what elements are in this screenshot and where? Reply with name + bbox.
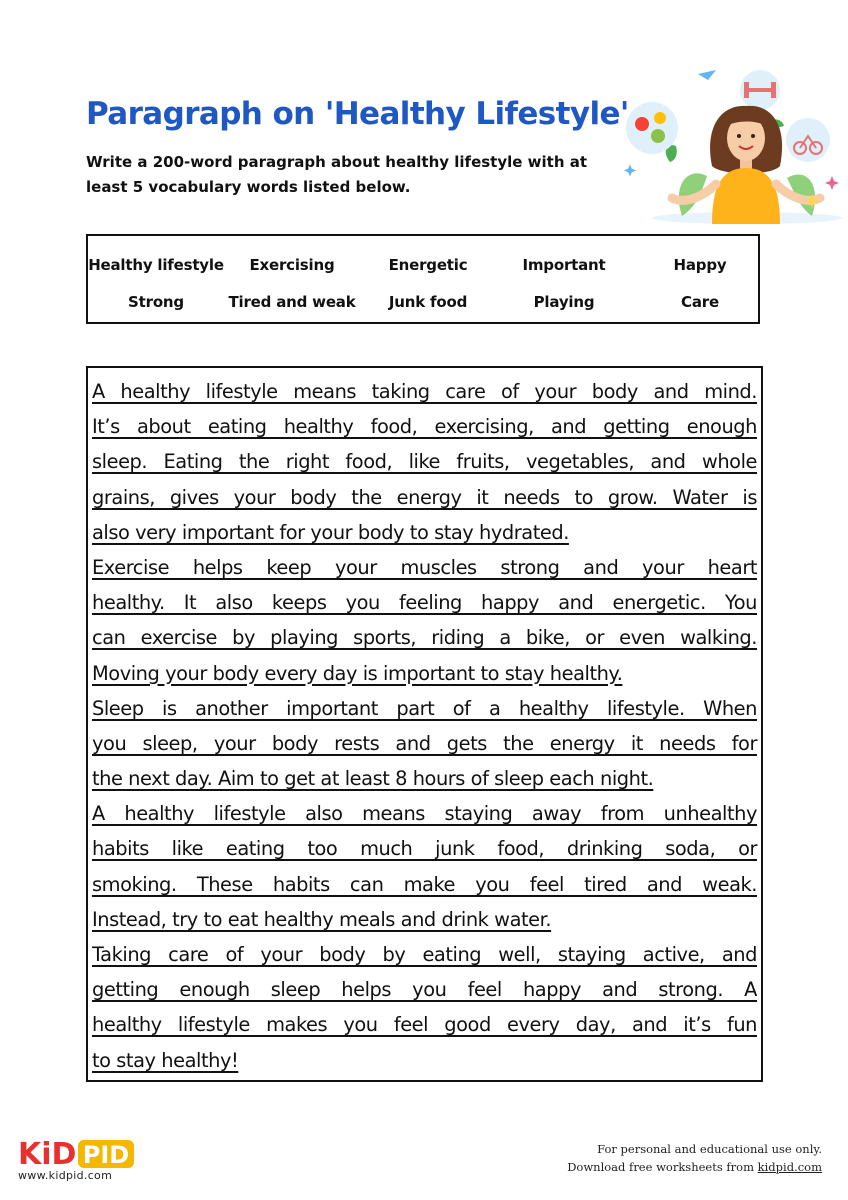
logo-pid-text: PID [82, 1141, 130, 1169]
vocab-word: Happy [673, 255, 727, 274]
sparkle-icon [624, 164, 636, 176]
paragraph-line: also very important for your body to stay hydrated. [92, 520, 569, 544]
paragraph-text [92, 374, 757, 1078]
footer-note [567, 1140, 822, 1176]
footer-line-1: For personal and educational use only. [597, 1142, 822, 1156]
vocab-word: Strong [128, 292, 184, 311]
paragraph-line: A healthy lifestyle means taking care of your body and mind. [92, 380, 757, 403]
shirt-icon [712, 168, 780, 224]
paragraph-line: It’s about eating healthy food, exercising, and getting enough [92, 415, 757, 439]
paragraph-line: you sleep, your body rests and gets the energy it needs for [92, 731, 757, 755]
healthy-lifestyle-illustration [612, 66, 844, 226]
paragraph-line: Instead, try to eat healthy meals and drink water. [92, 907, 552, 931]
paragraph-line: grains, gives your body the energy it needs to grow. Water is [92, 485, 757, 509]
vocab-word: Tired and weak [228, 292, 356, 311]
paragraph-line: the next day. Aim to get at least 8 hours of sleep each night. [92, 767, 654, 791]
footer-line-2 [567, 1158, 822, 1176]
paragraph-line: getting enough sleep helps you feel happy and strong. A [92, 978, 757, 1002]
paragraph-line: Moving your body every day is important to stay healthy. [92, 661, 623, 685]
vocab-word: Energetic [388, 255, 468, 274]
paper-plane-icon [698, 70, 716, 80]
vocab-word: Playing [533, 292, 595, 311]
vocab-word: Junk food [388, 292, 468, 311]
bike-bubble-icon [786, 118, 830, 162]
vocabulary-box [86, 234, 760, 324]
vocabulary-grid [88, 246, 758, 320]
paragraph-line: Sleep is another important part of a healthy lifestyle. When [92, 696, 757, 720]
paragraph-line: Exercise helps keep your muscles strong and your heart [92, 555, 757, 579]
footer-link[interactable]: kidpid.com [757, 1160, 822, 1174]
paragraph-line: Taking care of your body by eating well, staying active, and [92, 943, 757, 966]
logo-url: www.kidpid.com [18, 1169, 113, 1182]
food-bubble-icon [626, 102, 678, 154]
instructions: Write a 200-word paragraph about healthy lifestyle with at least 5 vocabulary words listed below. [86, 153, 588, 196]
paragraph-line: smoking. These habits can make you feel tired and weak. [92, 872, 757, 896]
vocab-word: Important [522, 255, 606, 274]
paragraph-line: habits like eating too much junk food, drinking soda, or [92, 837, 757, 861]
page-title: Paragraph on 'Healthy Lifestyle' [86, 96, 629, 132]
kidpid-logo [16, 1132, 136, 1172]
vocab-word: Exercising [249, 255, 335, 274]
paragraph-line: healthy lifestyle makes you feel good every day, and it’s fun [92, 1013, 757, 1037]
paragraph-line: healthy. It also keeps you feeling happy and energetic. You [92, 591, 757, 615]
paragraph-line: sleep. Eating the right food, like fruits, vegetables, and whole [92, 450, 757, 474]
vocab-word: Care [681, 292, 719, 311]
logo-kid-text: KiD [18, 1137, 77, 1172]
footer-line-2-prefix: Download free worksheets from [567, 1160, 758, 1174]
paragraph-line: to stay healthy! [92, 1048, 239, 1072]
paragraph-box [86, 366, 763, 1082]
paragraph-line: can exercise by playing sports, riding a bike, or even walking. [92, 626, 757, 650]
paragraph-line: A healthy lifestyle also means staying away from unhealthy [92, 802, 757, 826]
vocab-word: Healthy lifestyle [88, 255, 224, 274]
